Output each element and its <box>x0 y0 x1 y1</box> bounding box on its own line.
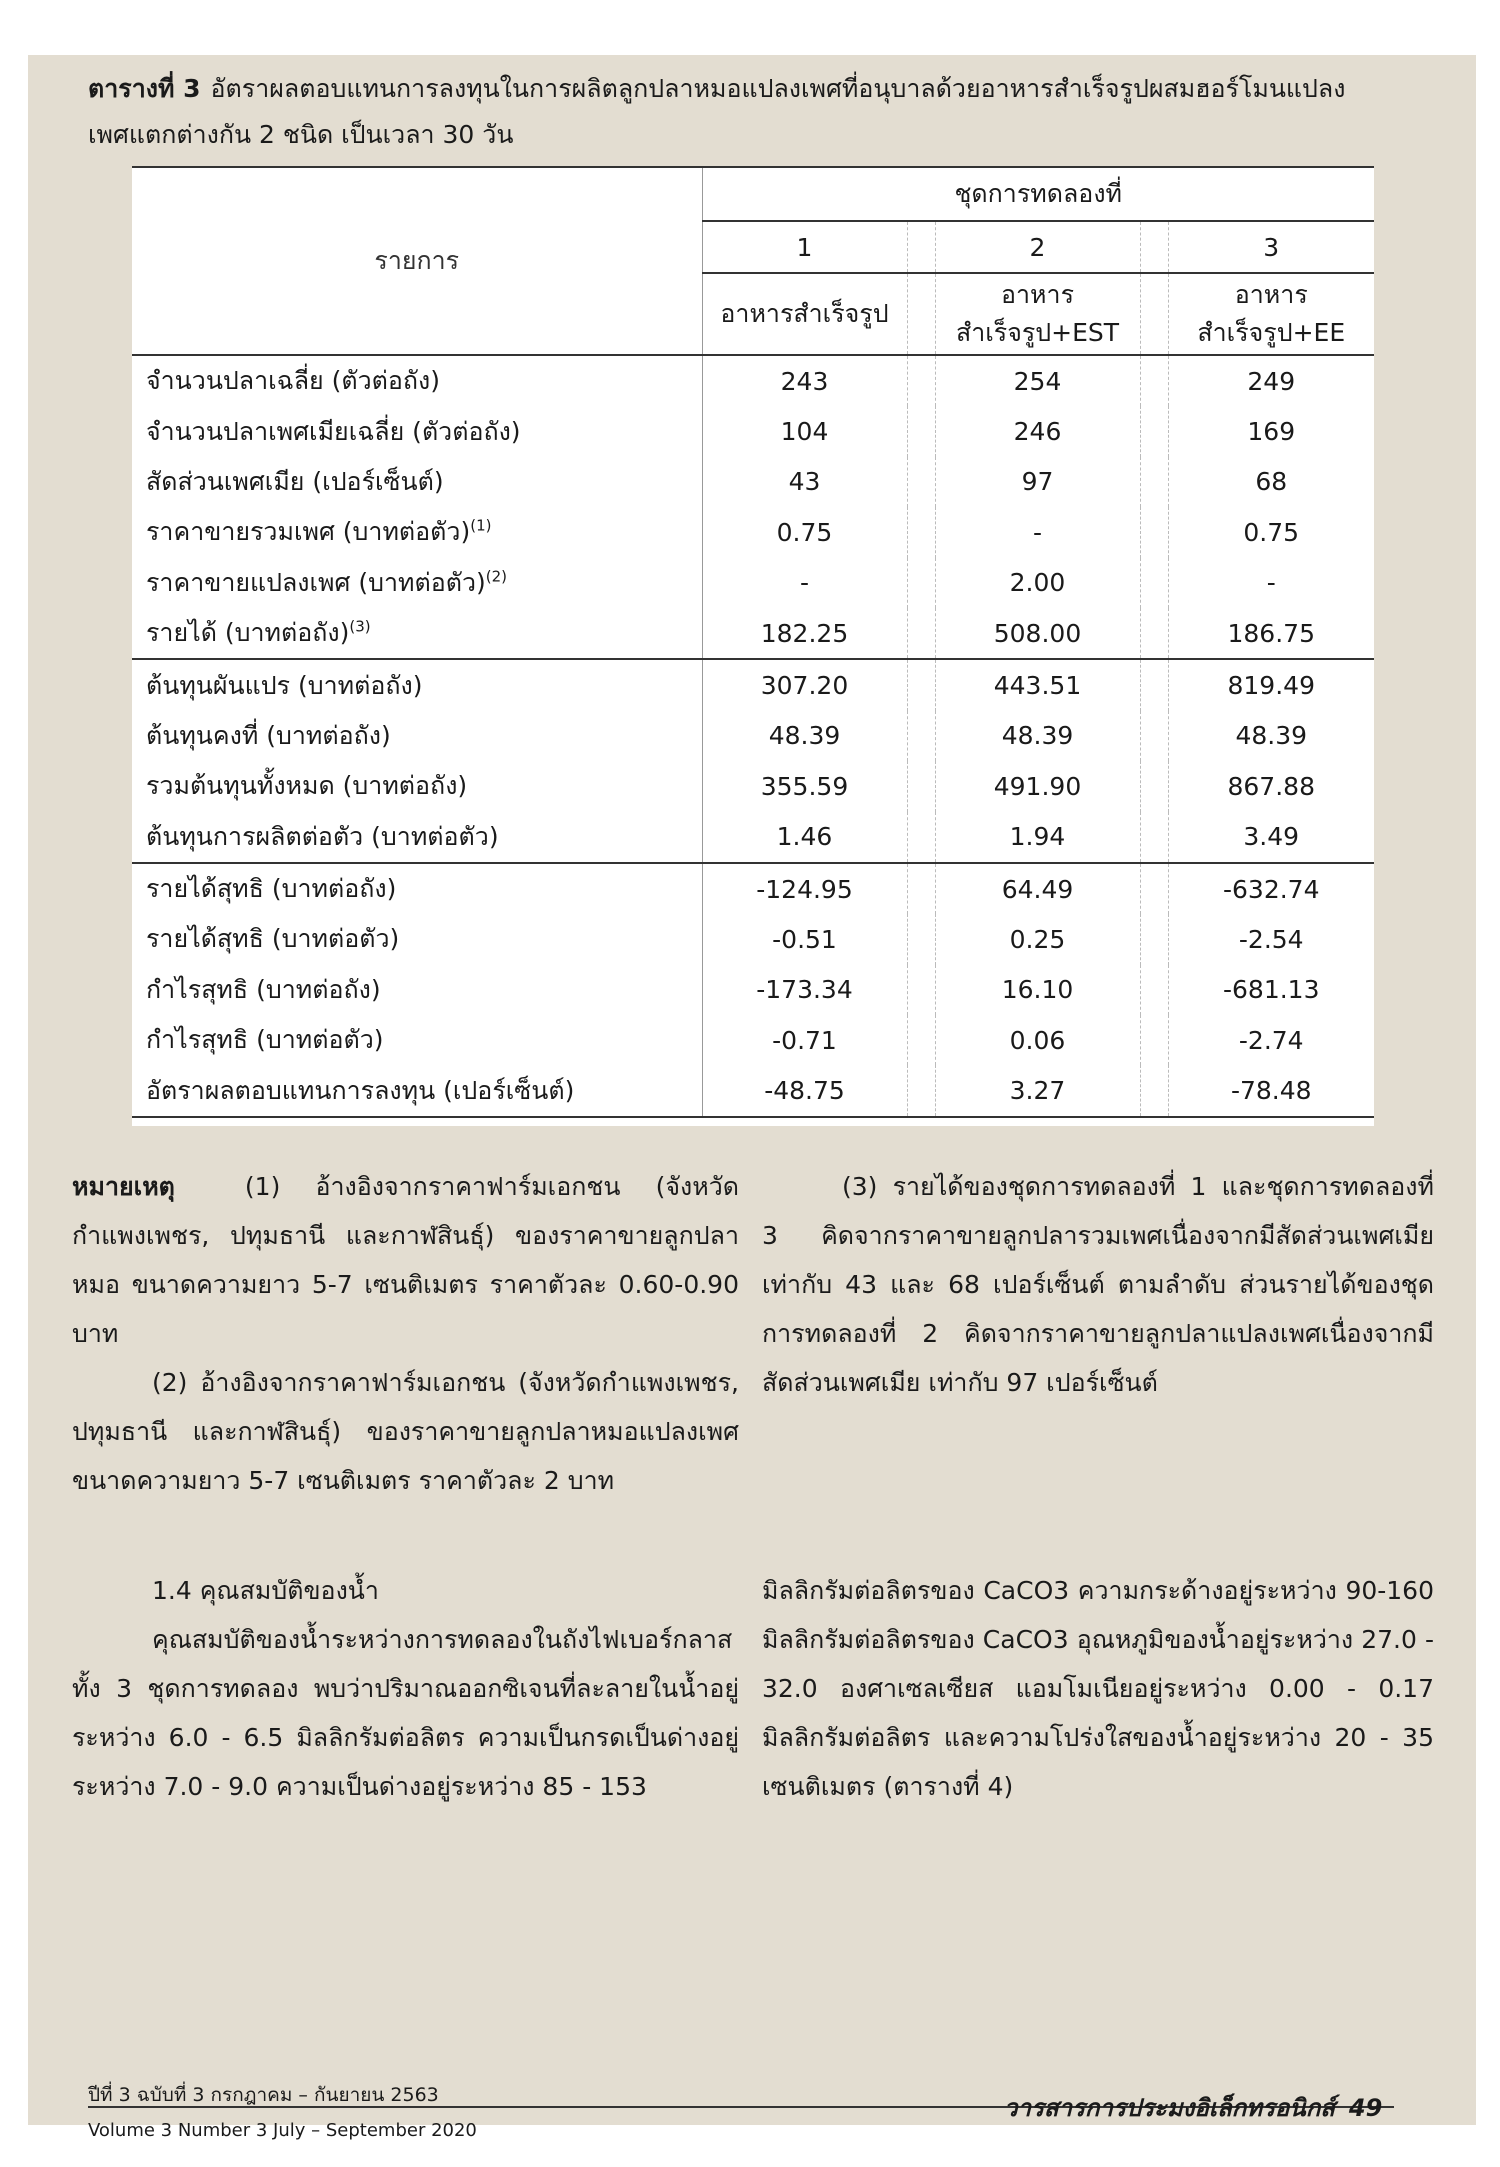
cell-col-1: -0.71 <box>702 1015 907 1065</box>
table-row <box>132 558 1374 608</box>
notes-label: หมายเหตุ <box>72 1172 175 1201</box>
cell-col-2: 508.00 <box>935 608 1140 659</box>
cell-col-3: 867.88 <box>1168 761 1374 811</box>
cell-col-1: -0.51 <box>702 914 907 964</box>
cell-col-1: -173.34 <box>702 965 907 1015</box>
cell-col-3: 48.39 <box>1168 711 1374 761</box>
cell-col-3: -632.74 <box>1168 863 1374 914</box>
cell-col-1: 182.25 <box>702 608 907 659</box>
data-table <box>132 166 1374 1118</box>
row-label: รายได้สุทธิ (บาทต่อถัง) <box>132 863 702 914</box>
table-row <box>132 659 1374 710</box>
column-2-name: อาหาร สำเร็จรูป+EST <box>935 273 1140 355</box>
journal-name: วารสารการประมงอิเล็กทรอนิกส์ <box>1004 2094 1335 2122</box>
cell-col-2: 64.49 <box>935 863 1140 914</box>
cell-col-3: 249 <box>1168 355 1374 406</box>
body-paragraph-left: คุณสมบัติของน้ำระหว่างการทดลองในถังไฟเบอร์กลาสทั้ง 3 ชุดการทดลอง พบว่าปริมาณออกซิเจนที่ละลายในน้ำอยู่ระหว่าง 6.0 - 6.5 มิลลิกรัมต่อลิตร ความเป็นกรดเป็นด่างอยู่ระหว่าง 7.0 - 9.0 ความเป็นด่างอยู่ระหว่าง 85 - 153 <box>72 1625 739 1801</box>
cell-col-2: 16.10 <box>935 965 1140 1015</box>
cell-col-1: - <box>702 558 907 608</box>
table-row <box>132 1015 1374 1065</box>
cell-col-3: -78.48 <box>1168 1065 1374 1116</box>
table-caption <box>88 66 1418 158</box>
cell-col-3: 169 <box>1168 406 1374 456</box>
row-label: ราคาขายรวมเพศ (บาทต่อตัว)$^{(1)}$ <box>146 517 492 547</box>
cell-col-3: -2.74 <box>1168 1015 1374 1065</box>
table-row <box>132 507 1374 557</box>
table-row <box>132 355 1374 406</box>
notes-left <box>72 1162 739 1505</box>
row-label: รวมต้นทุนทั้งหมด (บาทต่อถัง) <box>146 771 468 801</box>
cell-col-3: -681.13 <box>1168 965 1374 1015</box>
row-label: ต้นทุนการผลิตต่อตัว (บาทต่อตัว) <box>146 821 499 851</box>
cell-col-2: 491.90 <box>935 761 1140 811</box>
table-row <box>132 1065 1374 1116</box>
column-3-name: อาหาร สำเร็จรูป+EE <box>1168 273 1374 355</box>
table-row <box>132 812 1374 863</box>
cell-col-3: -2.54 <box>1168 914 1374 964</box>
cell-col-2: 254 <box>935 355 1140 406</box>
table-body <box>132 355 1374 1117</box>
item-header: รายการ <box>132 167 702 355</box>
table-row <box>132 761 1374 811</box>
row-label: กำไรสุทธิ (บาทต่อตัว) <box>146 1025 384 1055</box>
cell-col-3: 819.49 <box>1168 659 1374 710</box>
cell-col-1: -48.75 <box>702 1065 907 1116</box>
cell-col-3: 3.49 <box>1168 812 1374 863</box>
data-table-container <box>132 166 1374 1126</box>
table-row <box>132 965 1374 1015</box>
table-row <box>132 608 1374 659</box>
cell-col-3: 0.75 <box>1168 507 1374 557</box>
cell-col-2: 48.39 <box>935 711 1140 761</box>
row-label: รายได้สุทธิ (บาทต่อตัว) <box>146 924 400 954</box>
row-label: ต้นทุนคงที่ (บาทต่อถัง) <box>146 720 391 750</box>
column-3-number: 3 <box>1168 221 1374 273</box>
page-number: 49 <box>1348 2094 1383 2122</box>
footer-volume: Volume 3 Number 3 July – September 2020 <box>88 2120 477 2141</box>
column-2-number: 2 <box>935 221 1140 273</box>
cell-col-2: 97 <box>935 457 1140 507</box>
section-heading: 1.4 คุณสมบัติของน้ำ <box>152 1576 379 1605</box>
cell-col-1: 48.39 <box>702 711 907 761</box>
caption-text-line2: เพศแตกต่างกัน 2 ชนิด เป็นเวลา 30 วัน <box>88 120 514 149</box>
cell-col-1: 104 <box>702 406 907 456</box>
table-row <box>132 914 1374 964</box>
table-row <box>132 406 1374 456</box>
body-left <box>72 1566 739 1811</box>
cell-col-2: 1.94 <box>935 812 1140 863</box>
caption-label: ตารางที่ 3 <box>88 74 201 103</box>
cell-col-3: 68 <box>1168 457 1374 507</box>
row-label: อัตราผลตอบแทนการลงทุน (เปอร์เซ็นต์) <box>132 1065 702 1116</box>
table-row <box>132 711 1374 761</box>
cell-col-3: 186.75 <box>1168 608 1374 659</box>
cell-col-1: 1.46 <box>702 812 907 863</box>
note-1: หมายเหตุ (1) อ้างอิงจากราคาฟาร์มเอกชน (จังหวัดกำแพงเพชร, ปทุมธานี และกาฬสินธุ์) ของราคาขายลูกปลาหมอ ขนาดความยาว 5-7 เซนติเมตร ราคาตัวละ 0.60-0.90 บาท <box>72 1172 739 1348</box>
note-3: (3) รายได้ของชุดการทดลองที่ 1 และชุดการทดลองที่ 3 คิดจากราคาขายลูกปลารวมเพศเนื่องจากมีสัดส่วนเพศเมีย เท่ากับ 43 และ 68 เปอร์เซ็นต์ ตามลำดับ ส่วนรายได้ของชุดการทดลองที่ 2 คิดจากราคาขายลูกปลาแปลงเพศเนื่องจากมีสัดส่วนเพศเมีย เท่ากับ 97 เปอร์เซ็นต์ <box>762 1172 1434 1397</box>
row-label: สัดส่วนเพศเมีย (เปอร์เซ็นต์) <box>146 466 444 496</box>
cell-col-2: 3.27 <box>935 1065 1140 1116</box>
cell-col-2: - <box>935 507 1140 557</box>
column-1-name: อาหารสำเร็จรูป <box>702 273 907 355</box>
table-row <box>132 863 1374 914</box>
footer-issue: ปีที่ 3 ฉบับที่ 3 กรกฎาคม – กันยายน 2563 <box>88 2084 439 2106</box>
cell-col-1: 307.20 <box>702 659 907 710</box>
cell-col-1: -124.95 <box>702 863 907 914</box>
cell-col-2: 0.25 <box>935 914 1140 964</box>
notes-right <box>762 1162 1434 1407</box>
footer-journal <box>1004 2088 1382 2127</box>
cell-col-1: 355.59 <box>702 761 907 811</box>
table-row <box>132 457 1374 507</box>
row-label: รายได้ (บาทต่อถัง)$^{(3)}$ <box>146 617 371 648</box>
row-label: จำนวนปลาเฉลี่ย (ตัวต่อถัง) <box>146 366 440 396</box>
row-label: ราคาขายแปลงเพศ (บาทต่อตัว)$^{(2)}$ <box>146 567 508 597</box>
cell-col-3: - <box>1168 558 1374 608</box>
group-header: ชุดการทดลองที่ <box>702 167 1374 221</box>
cell-col-1: 43 <box>702 457 907 507</box>
row-label: ต้นทุนผันแปร (บาทต่อถัง) <box>132 659 702 710</box>
body-paragraph-right: มิลลิกรัมต่อลิตรของ CaCO3 ความกระด้างอยู่ระหว่าง 90-160 มิลลิกรัมต่อลิตรของ CaCO3 อุณหภูมิของน้ำอยู่ระหว่าง 27.0 - 32.0 องศาเซลเซียส แอมโมเนียอยู่ระหว่าง 0.00 - 0.17 มิลลิกรัมต่อลิตร และความโปร่งใสของน้ำอยู่ระหว่าง 20 - 35 เซนติเมตร (ตารางที่ 4) <box>762 1576 1434 1801</box>
cell-col-2: 2.00 <box>935 558 1140 608</box>
cell-col-2: 443.51 <box>935 659 1140 710</box>
cell-col-1: 243 <box>702 355 907 406</box>
note-2: (2) อ้างอิงจากราคาฟาร์มเอกชน (จังหวัดกำแพงเพชร, ปทุมธานี และกาฬสินธุ์) ของราคาขายลูกปลาหมอแปลงเพศ ขนาดความยาว 5-7 เซนติเมตร ราคาตัวละ 2 บาท <box>72 1368 739 1495</box>
cell-col-2: 0.06 <box>935 1015 1140 1065</box>
column-1-number: 1 <box>702 221 907 273</box>
body-right <box>762 1566 1434 1811</box>
row-label: กำไรสุทธิ (บาทต่อถัง) <box>146 974 381 1004</box>
caption-text: อัตราผลตอบแทนการลงทุนในการผลิตลูกปลาหมอแปลงเพศที่อนุบาลด้วยอาหารสำเร็จรูปผสมฮอร์โมนแปลง <box>210 74 1346 103</box>
cell-col-2: 246 <box>935 406 1140 456</box>
cell-col-1: 0.75 <box>702 507 907 557</box>
row-label: จำนวนปลาเพศเมียเฉลี่ย (ตัวต่อถัง) <box>146 416 521 446</box>
